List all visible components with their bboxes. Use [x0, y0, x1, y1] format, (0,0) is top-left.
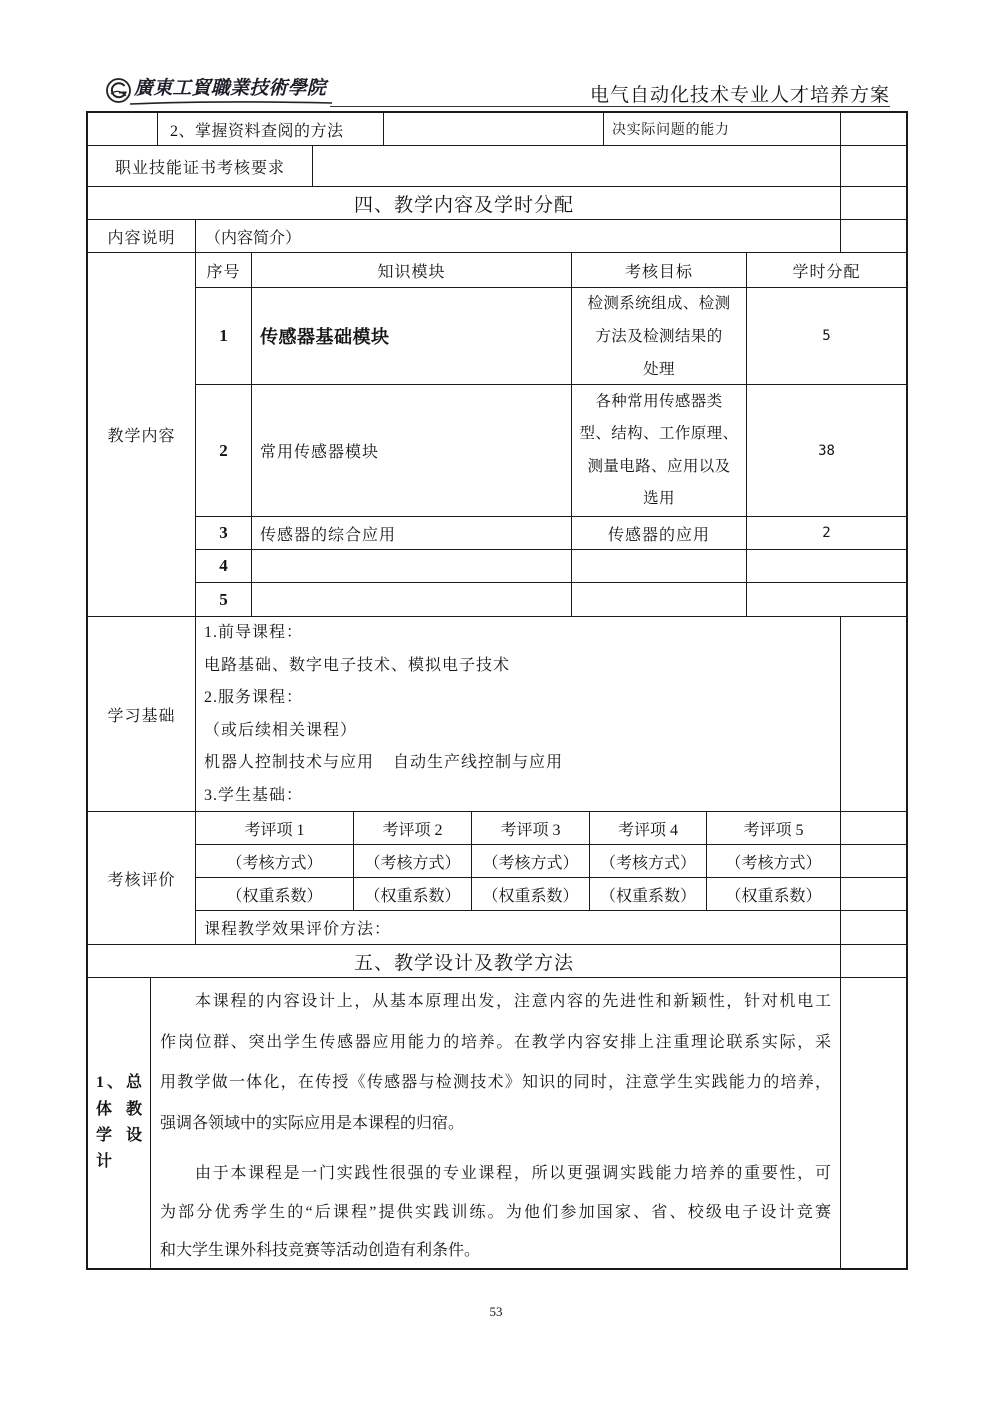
skill-item-cell: [157, 112, 384, 146]
assessment-method-cell: [471, 844, 590, 878]
table-cell: [840, 844, 907, 878]
table-cell: [840, 112, 907, 146]
document-title: 电气自动化技术专业人才培养方案: [589, 85, 890, 106]
certificate-label: 职业技能证书考核要求: [114, 159, 285, 177]
table-cell: [383, 112, 604, 146]
assessment-weight: （权重系数）: [364, 887, 461, 905]
hours-value: 5: [822, 328, 831, 344]
logo-text: 廣東工貿職業技術學院: [134, 78, 327, 99]
table-row-hours-cell: [746, 384, 907, 517]
target-line: 型、结构、工作原理、: [579, 425, 739, 443]
module-name: 传感器的综合应用: [260, 526, 397, 544]
prereq-heading: 1.前导课程：: [204, 624, 304, 641]
assessment-method-cell: [195, 844, 354, 878]
column-header-label: 知识模块: [377, 263, 446, 281]
target-line: 处理: [643, 360, 675, 378]
service-heading: 2.服务课程：: [204, 689, 304, 706]
assessment-weight: （权重系数）: [482, 887, 579, 905]
table-row-module-cell: [251, 384, 572, 517]
assessment-label-cell: [87, 811, 196, 945]
label-line: 计: [96, 1153, 113, 1171]
header-rule: [330, 106, 890, 107]
assessment-item-cell: [471, 811, 590, 845]
table-cell: [840, 811, 907, 845]
learning-basis-label: 学习基础: [107, 707, 176, 725]
student-heading: 3.学生基础：: [204, 786, 304, 804]
table-cell: [840, 877, 907, 911]
learning-basis-content: [195, 616, 841, 812]
module-name: 传感器基础模块: [260, 327, 390, 348]
target-line: 方法及检测结果的: [595, 327, 723, 345]
assessment-weight: （权重系数）: [725, 887, 822, 905]
assessment-item-cell: [195, 811, 354, 845]
teaching-content-label: 教学内容: [107, 428, 176, 445]
column-header-no: [195, 252, 252, 288]
column-header-label: 考核目标: [624, 263, 693, 281]
table-cell: [840, 145, 907, 187]
assessment-method: （考核方式）: [364, 854, 461, 872]
content-desc-value-cell: [195, 219, 841, 253]
table-row-module-cell: [251, 582, 572, 617]
table-row-module-cell: [251, 287, 572, 385]
assessment-item-name: 考评项 1: [244, 821, 305, 839]
table-row-hours-cell: [746, 582, 907, 617]
target-line: 选用: [643, 489, 675, 507]
assessment-item-cell: [706, 811, 841, 845]
skill-item: 2、掌握资料查阅的方法: [170, 122, 344, 140]
column-header-target: [571, 252, 747, 288]
paragraph-line: 本课程的内容设计上，从基本原理出发，注意内容的先进性和新颖性，针对机电工: [195, 993, 831, 1010]
row-number: 3: [219, 523, 228, 542]
content-desc-label: 内容说明: [107, 229, 176, 247]
row-number: 2: [219, 440, 228, 460]
assessment-item-name: 考评项 3: [500, 821, 561, 839]
assessment-method: （考核方式）: [226, 854, 323, 872]
assessment-weight-cell: [471, 877, 590, 911]
table-cell: [840, 944, 907, 978]
target-text: [587, 287, 730, 385]
hours-value: 2: [822, 525, 831, 541]
table-row-no-cell: [195, 384, 252, 517]
ability-item: 决实际问题的能力: [612, 123, 730, 138]
table-row-module-cell: [251, 516, 572, 550]
section-title-cell: [87, 944, 841, 978]
assessment-method: （考核方式）: [599, 854, 696, 872]
section-5-title: 五、教学设计及教学方法: [353, 952, 574, 974]
table-row-target-cell: [571, 384, 747, 517]
logo-underline: [128, 99, 334, 107]
paragraph-line: 和大学生课外科技竞赛等活动创造有利条件。: [160, 1242, 481, 1259]
column-header-label: 学时分配: [792, 263, 861, 281]
evaluation-method-cell: [195, 910, 841, 945]
table-row-target-cell: [571, 582, 747, 617]
table-row-no-cell: [195, 287, 252, 385]
overall-design-label: [96, 1070, 142, 1175]
target-line: 检测系统组成、检测: [587, 294, 731, 312]
table-row-no-cell: [195, 516, 252, 550]
assessment-item-cell: [353, 811, 472, 845]
table-cell: [840, 186, 907, 220]
teaching-content-label-cell: [87, 252, 196, 617]
design-paragraph: [160, 1155, 831, 1269]
certificate-label-cell: [87, 145, 313, 187]
ability-item-cell: [603, 112, 841, 146]
assessment-weight: （权重系数）: [599, 887, 696, 905]
table-row-hours-cell: [746, 549, 907, 583]
assessment-weight: （权重系数）: [226, 887, 323, 905]
table-row-no-cell: [195, 582, 252, 617]
table-cell: [840, 910, 907, 945]
table-row-module-cell: [251, 549, 572, 583]
table-row-target-cell: [571, 287, 747, 385]
assessment-weight-cell: [589, 877, 707, 911]
table-cell: [840, 219, 907, 253]
overall-design-label-cell: [87, 977, 151, 1269]
target-line: 传感器的应用: [607, 526, 710, 544]
paragraph-line: 为部分优秀学生的“后课程”提供实践训练。为他们参加国家、省、校级电子设计竞赛: [160, 1203, 831, 1221]
assessment-item-name: 考评项 4: [617, 821, 678, 839]
row-number: 5: [219, 589, 228, 609]
label-line: 体教: [96, 1100, 142, 1118]
target-text: [579, 386, 738, 515]
page-number: 53: [489, 1304, 503, 1319]
service-note: （或后续相关课程）: [204, 721, 358, 739]
assessment-method: （考核方式）: [482, 854, 579, 872]
assessment-item-name: 考评项 2: [382, 821, 443, 839]
table-row-no-cell: [195, 549, 252, 583]
row-number: 1: [219, 326, 228, 345]
paragraph-line: 强调各领域中的实际应用是本课程的归宿。: [160, 1114, 465, 1132]
assessment-weight-cell: [706, 877, 841, 911]
table-row-target-cell: [571, 549, 747, 583]
label-line: 学设: [96, 1127, 142, 1144]
table-row-hours-cell: [746, 516, 907, 550]
label-line: 1、总: [96, 1074, 142, 1092]
module-name: 常用传感器模块: [260, 444, 380, 461]
paragraph-line: 作岗位群、突出学生传感器应用能力的培养。在教学内容安排上注重理论联系实际，采: [160, 1033, 831, 1051]
section-4-title: 四、教学内容及学时分配: [353, 194, 574, 216]
paragraph-line: 用教学做一体化，在传授《传感器与检测技术》知识的同时，注意学生实践能力的培养，: [160, 1074, 831, 1091]
content-desc-value: （内容简介）: [205, 229, 302, 247]
assessment-method: （考核方式）: [725, 854, 822, 872]
target-line: 各种常用传感器类: [595, 392, 723, 410]
table-row-target-cell: [571, 516, 747, 550]
content-desc-label-cell: [87, 219, 196, 253]
paragraph-line: 由于本课程是一门实践性很强的专业课程，所以更强调实践能力培养的重要性，可: [195, 1165, 831, 1182]
service-course: 自动生产线控制与应用: [393, 754, 564, 771]
assessment-weight-cell: [195, 877, 354, 911]
service-course: 机器人控制技术与应用: [204, 754, 375, 771]
assessment-label: 考核评价: [107, 871, 176, 889]
evaluation-method-label: 课程教学效果评价方法：: [204, 921, 392, 938]
overall-design-content: [150, 977, 841, 1269]
assessment-method-cell: [589, 844, 707, 878]
table-cell: [840, 616, 907, 812]
row-number: 4: [219, 556, 228, 575]
service-courses: [204, 747, 840, 780]
prereq-courses: 电路基础、数字电子技术、模拟电子技术: [204, 656, 511, 674]
column-header-label: 序号: [206, 263, 241, 281]
hours-value: 38: [818, 442, 835, 459]
table-cell: [87, 112, 158, 146]
column-header-module: [251, 252, 572, 288]
design-paragraph: [160, 982, 831, 1144]
assessment-weight-cell: [353, 877, 472, 911]
table-row-hours-cell: [746, 287, 907, 385]
assessment-item-name: 考评项 5: [743, 821, 804, 839]
assessment-item-cell: [589, 811, 707, 845]
certificate-value-cell: [312, 145, 841, 187]
assessment-method-cell: [706, 844, 841, 878]
column-header-hours: [746, 252, 907, 288]
target-line: 测量电路、应用以及: [587, 457, 731, 475]
learning-basis-label-cell: [87, 616, 196, 812]
assessment-method-cell: [353, 844, 472, 878]
table-cell: [840, 977, 907, 1269]
section-title-cell: [87, 186, 841, 220]
